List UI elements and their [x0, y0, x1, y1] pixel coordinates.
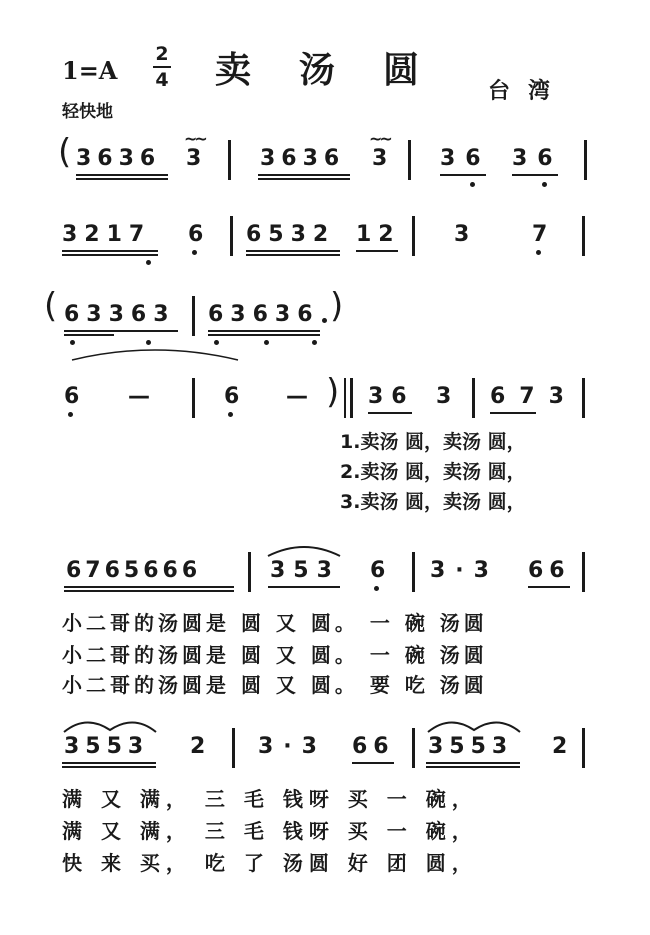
underline: [246, 250, 340, 252]
underline: [426, 766, 520, 768]
lyric-line: 小二哥的汤圆是 圆 又 圆。 要 吃 汤圆: [62, 673, 488, 697]
slur-arc: [266, 544, 342, 558]
underline: [352, 762, 394, 764]
notes: 66: [528, 558, 571, 583]
barline: [192, 378, 195, 418]
song-origin: 台湾: [488, 79, 569, 104]
notes: 3: [186, 146, 202, 171]
time-signature: [150, 44, 174, 90]
notes: 6: [370, 558, 386, 583]
underline: [258, 178, 350, 180]
low-octave-dot: [228, 412, 233, 417]
lyric-line: 快 来 买， 吃 了 汤圆 好 团 圆，: [62, 851, 478, 875]
notes: 3·3: [430, 558, 499, 583]
underline: [356, 250, 398, 252]
notes: 63363: [64, 302, 176, 327]
low-octave-dot: [542, 182, 547, 187]
lyric-verse-3: 3.卖汤 圆，卖汤 圆，: [340, 491, 526, 513]
notes: 66: [352, 734, 395, 759]
underline: [368, 412, 412, 414]
underline: [208, 334, 320, 336]
notes: 3217: [62, 222, 152, 247]
notes: 7: [532, 222, 548, 247]
notes: 6: [188, 222, 204, 247]
underline: [62, 762, 156, 764]
barline: [412, 216, 415, 256]
close-paren: ): [330, 286, 344, 326]
underline: [62, 766, 156, 768]
notes: 3553: [428, 734, 514, 759]
time-signature-bottom: 4: [155, 69, 169, 91]
low-octave-dot: [146, 260, 151, 265]
notes: 63636: [208, 302, 320, 327]
underline: [490, 412, 536, 414]
low-octave-dot: [146, 340, 151, 345]
double-barline: [344, 378, 346, 418]
lyric-line: 满 又 满， 三 毛 钱呀 买 一 碗，: [62, 819, 478, 843]
barline: [582, 378, 585, 418]
notes: 3553: [64, 734, 150, 759]
lyric-verse-1: 1.卖汤 圆，卖汤 圆，: [340, 431, 526, 453]
underline: [64, 330, 178, 332]
slur-arc: [426, 718, 522, 734]
underline: [512, 174, 558, 176]
close-paren: ): [326, 372, 340, 412]
notes: 6: [224, 384, 240, 409]
barline: [582, 216, 585, 256]
notes: 3·3: [258, 734, 327, 759]
underline: [208, 330, 320, 332]
underline: [426, 762, 520, 764]
low-octave-dot: [470, 182, 475, 187]
mordent-icon: ~~: [184, 129, 205, 148]
time-signature-bar: [153, 66, 171, 68]
double-barline: [350, 378, 353, 418]
barline: [192, 296, 195, 336]
notes: 6: [64, 384, 80, 409]
notes: 36: [512, 146, 563, 171]
notes: 2: [190, 734, 206, 759]
dash: —: [128, 384, 150, 409]
low-octave-dot: [192, 250, 197, 255]
low-octave-dot: [70, 340, 75, 345]
time-signature-top: 2: [155, 43, 169, 65]
underline: [62, 250, 158, 252]
barline: [232, 728, 235, 768]
barline: [412, 552, 415, 592]
notes: 2: [552, 734, 568, 759]
slur-arc: [62, 718, 158, 734]
low-octave-dot: [374, 586, 379, 591]
open-paren: (: [44, 286, 58, 326]
barline: [248, 552, 251, 592]
notes: 3636: [76, 146, 162, 171]
notes: 36: [440, 146, 491, 171]
augmentation-dot: [322, 318, 327, 323]
underline: [64, 590, 234, 592]
underline: [268, 586, 340, 588]
mordent-icon: ~~: [369, 129, 390, 148]
lyric-verse-2: 2.卖汤 圆，卖汤 圆，: [340, 461, 526, 483]
underline: [440, 174, 486, 176]
lyric-line: 满 又 满， 三 毛 钱呀 买 一 碗，: [62, 787, 478, 811]
dash: —: [286, 384, 308, 409]
notes: 3: [372, 146, 388, 171]
tempo-marking: 轻快地: [62, 102, 113, 122]
underline: [496, 586, 500, 588]
low-octave-dot: [312, 340, 317, 345]
notes: 3: [436, 384, 452, 409]
low-octave-dot: [214, 340, 219, 345]
underline: [62, 254, 158, 256]
barline: [408, 140, 411, 180]
notes: 6532: [246, 222, 336, 247]
underline: [246, 254, 340, 256]
underline: [64, 586, 234, 588]
open-paren: (: [58, 132, 72, 172]
song-title: 卖汤圆: [215, 50, 468, 91]
notes: 3636: [260, 146, 346, 171]
barline: [582, 728, 585, 768]
barline: [228, 140, 231, 180]
notes: 6765666: [66, 558, 202, 583]
barline: [412, 728, 415, 768]
notes: 673: [490, 384, 578, 409]
underline: [76, 178, 168, 180]
lyric-line: 小二哥的汤圆是 圆 又 圆。 一 碗 汤圆: [62, 611, 488, 635]
low-octave-dot: [264, 340, 269, 345]
underline: [76, 174, 168, 176]
key-signature: 1=A: [62, 56, 118, 85]
barline: [582, 552, 585, 592]
barline: [584, 140, 587, 180]
barline: [230, 216, 233, 256]
underline: [64, 334, 114, 336]
lyric-line: 小二哥的汤圆是 圆 又 圆。 一 碗 汤圆: [62, 643, 488, 667]
tie-arc: [70, 346, 240, 366]
underline: [528, 586, 570, 588]
notes: 36: [368, 384, 415, 409]
notes: 353: [270, 558, 340, 583]
barline: [472, 378, 475, 418]
notes: 12: [356, 222, 401, 247]
low-octave-dot: [68, 412, 73, 417]
notes: 3: [454, 222, 470, 247]
low-octave-dot: [536, 250, 541, 255]
underline: [258, 174, 350, 176]
